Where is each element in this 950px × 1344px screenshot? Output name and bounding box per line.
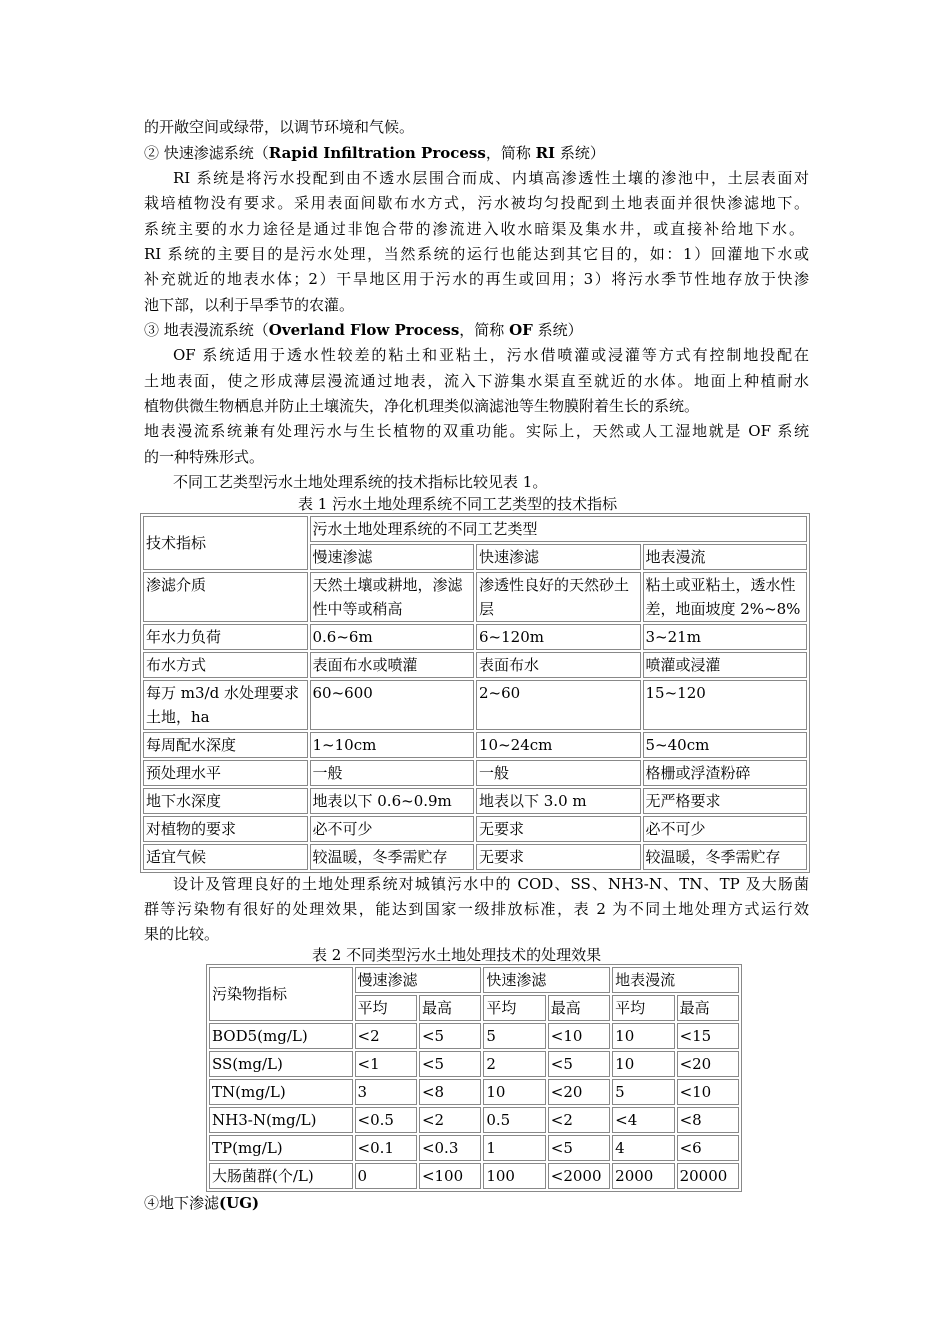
heading-bold-text: RI	[535, 144, 556, 162]
table-row	[209, 967, 739, 993]
paragraph-line: RI 系统是将污水投配到由不透水层围合而成、内填高渗透性土壤的渗池中，土层表面对	[173, 169, 809, 187]
table-cell: 2000	[612, 1163, 674, 1189]
table-cell: 粘土或亚粘土，透水性差，地面坡度 2%~8%	[643, 572, 808, 622]
table-cell: <4	[612, 1107, 674, 1133]
table-row	[143, 732, 807, 758]
heading-text: 系统）	[532, 321, 583, 339]
table-cell: <15	[677, 1023, 739, 1049]
paragraph-line: 果的比较。	[144, 925, 220, 943]
table-cell: 较温暖，冬季需贮存	[643, 844, 808, 870]
table-cell: <10	[677, 1079, 739, 1105]
table-cell: 对植物的要求	[143, 816, 308, 842]
table-cell: 无要求	[476, 816, 641, 842]
table1-caption: 表 1 污水土地处理系统不同工艺类型的技术指标	[298, 495, 618, 513]
table1-header-group: 污水土地处理系统的不同工艺类型	[310, 516, 808, 542]
heading-text: ③ 地表漫流系统（	[144, 321, 269, 339]
section-heading-of	[144, 319, 583, 341]
heading-bold-text: Rapid Infiltration Process	[268, 144, 486, 162]
heading-text: ，简称	[485, 144, 536, 162]
table-cell: 4	[612, 1135, 674, 1161]
table-cell: 适宜气候	[143, 844, 308, 870]
paragraph-line: 补充就近的地表水体；2）干旱地区用于污水的再生或回用；3）将污水季节性地存放于快渗	[144, 270, 809, 288]
table2-sub-header: 平均	[483, 995, 545, 1021]
table-cell: 100	[483, 1163, 545, 1189]
table2-sub-header: 平均	[355, 995, 417, 1021]
table-cell: 大肠菌群(个/L)	[209, 1163, 353, 1189]
table-cell: 格栅或浮渣粉碎	[643, 760, 808, 786]
table-cell: TP(mg/L)	[209, 1135, 353, 1161]
table-cell: SS(mg/L)	[209, 1051, 353, 1077]
table-cell: <2000	[548, 1163, 610, 1189]
table-row	[143, 624, 807, 650]
table-cell: 表面布水或喷灌	[310, 652, 475, 678]
heading-text: ② 快速渗滤系统（	[144, 144, 269, 162]
table-cell: 1~10cm	[310, 732, 475, 758]
paragraph-line: 土地表面，使之形成薄层漫流通过地表，流入下游集水渠直至就近的水体。地面上种植耐水	[144, 372, 809, 390]
table-cell: 10~24cm	[476, 732, 641, 758]
paragraph-line: 系统主要的水力途径是通过非饱合带的渗流进入收水暗渠及集水井，或直接补给地下水。	[144, 220, 804, 238]
table-cell: <100	[419, 1163, 481, 1189]
table-cell: 5~40cm	[643, 732, 808, 758]
paragraph-line: 的一种特殊形式。	[144, 448, 265, 466]
table-cell: 3	[355, 1079, 417, 1105]
table-cell: <2	[419, 1107, 481, 1133]
table2-group-header: 慢速渗滤	[355, 967, 482, 993]
table-cell: 渗透性良好的天然砂土层	[476, 572, 641, 622]
table-cell: <20	[548, 1079, 610, 1105]
table-cell: 一般	[310, 760, 475, 786]
table2-group-header: 地表漫流	[612, 967, 739, 993]
table-cell: 地表以下 0.6~0.9m	[310, 788, 475, 814]
table2-header-left: 污染物指标	[209, 967, 353, 1021]
heading-bold-text: (UG)	[219, 1194, 260, 1212]
table-row	[209, 1051, 739, 1077]
paragraph-line: RI 系统的主要目的是污水处理，当然系统的运行也能达到其它目的，如：1）回灌地下水或	[144, 245, 809, 263]
table-cell: BOD5(mg/L)	[209, 1023, 353, 1049]
table2-group-header: 快速渗滤	[483, 967, 610, 993]
table-row	[143, 816, 807, 842]
table-cell: 渗滤介质	[143, 572, 308, 622]
paragraph-line: 设计及管理良好的土地处理系统对城镇污水中的 COD、SS、NH3-N、TN、TP 及大肠菌	[173, 875, 809, 893]
table-cell: <2	[548, 1107, 610, 1133]
table-cell: 6~120m	[476, 624, 641, 650]
table-cell: 地表以下 3.0 m	[476, 788, 641, 814]
table-cell: <0.3	[419, 1135, 481, 1161]
table-cell: 必不可少	[643, 816, 808, 842]
table1-col-header: 地表漫流	[643, 544, 808, 570]
table-cell: NH3-N(mg/L)	[209, 1107, 353, 1133]
table-cell: 每万 m3/d 水处理要求土地，ha	[143, 680, 308, 730]
table2-caption: 表 2 不同类型污水土地处理技术的处理效果	[312, 946, 602, 964]
table-cell: 表面布水	[476, 652, 641, 678]
table-cell: 布水方式	[143, 652, 308, 678]
table-row	[209, 1135, 739, 1161]
table-cell: <5	[548, 1135, 610, 1161]
paragraph-line: 群等污染物有很好的处理效果，能达到国家一级排放标准，表 2 为不同土地处理方式运行效	[144, 900, 809, 918]
paragraph-line: 不同工艺类型污水土地处理系统的技术指标比较见表 1。	[173, 473, 548, 491]
table-row	[209, 1023, 739, 1049]
table-row	[143, 760, 807, 786]
table-row	[209, 1079, 739, 1105]
table-cell: 15~120	[643, 680, 808, 730]
table-cell: 必不可少	[310, 816, 475, 842]
table-cell: <8	[677, 1107, 739, 1133]
table-cell: 预处理水平	[143, 760, 308, 786]
table-cell: 10	[612, 1051, 674, 1077]
table-cell: 0.6~6m	[310, 624, 475, 650]
table-cell: 天然土壤或耕地，渗滤性中等或稍高	[310, 572, 475, 622]
table-cell: <1	[355, 1051, 417, 1077]
table-cell: 地下水深度	[143, 788, 308, 814]
table-cell: 3~21m	[643, 624, 808, 650]
paragraph-line: 地表漫流系统兼有处理污水与生长植物的双重功能。实际上，天然或人工湿地就是 OF 系统	[144, 422, 809, 440]
table-cell: 年水力负荷	[143, 624, 308, 650]
table-cell: 20000	[677, 1163, 739, 1189]
heading-bold-text: Overland Flow Process	[268, 321, 460, 339]
table-cell: <6	[677, 1135, 739, 1161]
paragraph-line: 的开敞空间或绿带，以调节环境和气候。	[144, 118, 415, 136]
table-cell: 无要求	[476, 844, 641, 870]
table-row	[143, 516, 807, 542]
table1-col-header: 慢速渗滤	[310, 544, 475, 570]
table-cell: 10	[483, 1079, 545, 1105]
table-row	[143, 680, 807, 730]
table-cell: 5	[612, 1079, 674, 1105]
table-cell: 10	[612, 1023, 674, 1049]
table-cell: <0.5	[355, 1107, 417, 1133]
heading-text: 系统）	[555, 144, 605, 162]
table2-sub-header: 最高	[548, 995, 610, 1021]
table-cell: <5	[419, 1051, 481, 1077]
table1-col-header: 快速渗滤	[476, 544, 641, 570]
table-cell: <5	[419, 1023, 481, 1049]
table2-sub-header: 平均	[612, 995, 674, 1021]
table-cell: <5	[548, 1051, 610, 1077]
table-cell: <20	[677, 1051, 739, 1077]
paragraph-line: 栽培植物没有要求。采用表面间歇布水方式，污水被均匀投配到土地表面并很快渗滤地下。	[144, 194, 809, 212]
paragraph-line: 植物供微生物栖息并防止土壤流失，净化机理类似滴滤池等生物膜附着生长的系统。	[144, 397, 700, 415]
table1-header-left: 技术指标	[143, 516, 308, 570]
paragraph-line: 池下部，以利于旱季节的农灌。	[144, 296, 355, 314]
table-cell: 喷灌或浸灌	[643, 652, 808, 678]
table-cell: 0	[355, 1163, 417, 1189]
section-heading-ri	[144, 142, 605, 164]
table-cell: 每周配水深度	[143, 732, 308, 758]
table-row	[209, 1107, 739, 1133]
heading-bold-text: OF	[509, 321, 533, 339]
paragraph-line: OF 系统适用于透水性较差的粘土和亚粘土，污水借喷灌或浸灌等方式有控制地投配在	[173, 346, 809, 364]
table-cell: 较温暖，冬季需贮存	[310, 844, 475, 870]
table-cell: 2	[483, 1051, 545, 1077]
heading-text: ，简称	[459, 321, 510, 339]
table-cell: <10	[548, 1023, 610, 1049]
table-cell: TN(mg/L)	[209, 1079, 353, 1105]
table-cell: 5	[483, 1023, 545, 1049]
section-heading-ug	[144, 1192, 259, 1214]
heading-text: ④地下渗滤	[144, 1194, 220, 1212]
table-row	[143, 844, 807, 870]
table-cell: 2~60	[476, 680, 641, 730]
table-cell: <2	[355, 1023, 417, 1049]
table2	[206, 964, 742, 1192]
table-row	[209, 1163, 739, 1189]
table-row	[143, 572, 807, 622]
table2-sub-header: 最高	[677, 995, 739, 1021]
table-cell: 0.5	[483, 1107, 545, 1133]
table-cell: <0.1	[355, 1135, 417, 1161]
table-cell: 1	[483, 1135, 545, 1161]
table-row	[143, 652, 807, 678]
table-cell: 60~600	[310, 680, 475, 730]
table2-sub-header: 最高	[419, 995, 481, 1021]
table-cell: 一般	[476, 760, 641, 786]
table-cell: 无严格要求	[643, 788, 808, 814]
table-row	[143, 788, 807, 814]
table-cell: <8	[419, 1079, 481, 1105]
table1	[140, 513, 810, 873]
